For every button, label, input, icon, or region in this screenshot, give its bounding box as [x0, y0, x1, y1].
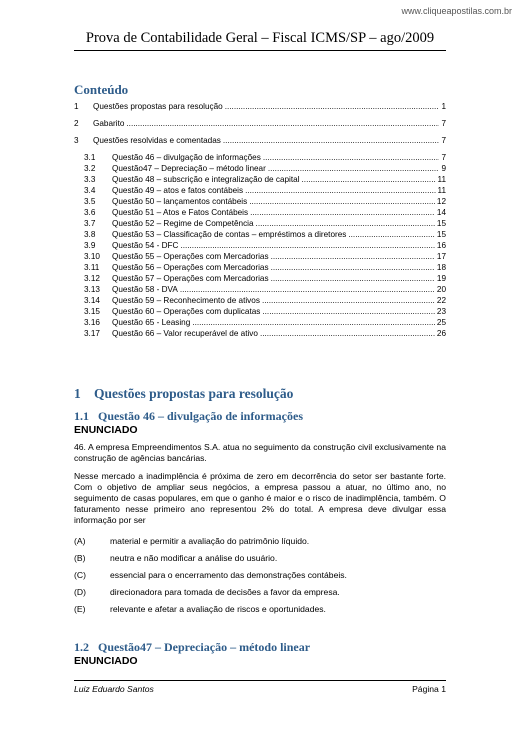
toc-entry-page: 19 — [436, 274, 446, 283]
toc-entry[interactable] — [74, 197, 446, 208]
toc-leader — [250, 208, 435, 217]
toc-leader — [271, 274, 435, 283]
toc-entry[interactable] — [74, 119, 446, 130]
toc-entry-page: 22 — [436, 296, 446, 305]
toc-entry-page: 23 — [436, 307, 446, 316]
subsection-title: Questão47 – Depreciação – método linear — [98, 640, 311, 654]
toc-entry[interactable] — [74, 153, 446, 164]
toc-entry[interactable] — [74, 274, 446, 285]
table-of-contents — [74, 102, 446, 340]
toc-entry-number: 2 — [74, 119, 79, 128]
toc-entry[interactable] — [74, 164, 446, 175]
toc-entry-page: 11 — [437, 175, 446, 184]
option-b — [74, 553, 277, 563]
toc-entry-page: 18 — [436, 263, 446, 272]
question-context: Nesse mercado a inadimplência é próxima de zero em decorrência do setor ser bastante forte. Com o objetivo de ampliar seus negócios, a empresa passou a atuar, no último ano, no seguimento de casas populares, em que o ganho é maior e o risco de inadimplência, também. O faturamento nesse primeiro ano representou 2% do total. A empresa deve divulgar essa informação por ser — [74, 471, 446, 525]
toc-entry-text: Questão 49 – atos e fatos contábeis — [112, 186, 244, 195]
option-c — [74, 570, 347, 580]
toc-leader — [262, 296, 435, 305]
toc-leader — [249, 197, 435, 206]
toc-leader — [263, 153, 440, 162]
option-label: (A) — [74, 536, 86, 546]
toc-leader — [348, 230, 435, 239]
toc-entry-text: Questão 56 – Operações com Mercadorias — [112, 263, 269, 272]
toc-entry-text: Questão47 – Depreciação – método linear — [112, 164, 266, 173]
toc-entry-text: Questão 51 – Atos e Fatos Contábeis — [112, 208, 249, 217]
toc-entry[interactable] — [74, 307, 446, 318]
option-text: relevante e afetar a avaliação de riscos e oportunidades. — [110, 604, 326, 614]
toc-entry-number: 3.8 — [84, 230, 96, 239]
section-number: 1 — [74, 386, 81, 401]
toc-entry-text: Questão 50 – lançamentos contábeis — [112, 197, 248, 206]
toc-entry-text: Questão 58 - DVA — [112, 285, 178, 294]
toc-entry-text: Questão 46 – divulgação de informações — [112, 153, 261, 162]
question-47-heading — [74, 640, 310, 655]
toc-entry[interactable] — [74, 285, 446, 296]
toc-leader — [302, 175, 436, 184]
option-text: direcionadora para tomada de decisões a favor da empresa. — [110, 587, 340, 597]
toc-leader — [192, 318, 435, 327]
toc-leader — [245, 186, 435, 195]
toc-entry[interactable] — [74, 208, 446, 219]
toc-leader — [223, 136, 440, 145]
subsection-number: 1.2 — [74, 640, 89, 654]
toc-entry[interactable] — [74, 175, 446, 186]
toc-entry-number: 3.2 — [84, 164, 96, 173]
toc-entry-text: Questão 52 – Regime de Competência — [112, 219, 254, 228]
option-d — [74, 587, 340, 597]
toc-leader — [268, 164, 440, 173]
toc-entry-text: Questão 59 – Reconhecimento de ativos — [112, 296, 260, 305]
section-title: Questões propostas para resolução — [94, 386, 294, 401]
toc-entry-number: 3.17 — [84, 329, 100, 338]
toc-entry-page: 14 — [436, 208, 446, 217]
toc-entry-text: Gabarito — [93, 119, 125, 128]
toc-entry[interactable] — [74, 186, 446, 197]
option-a — [74, 536, 309, 546]
toc-entry[interactable] — [74, 329, 446, 340]
option-label: (C) — [74, 570, 86, 580]
toc-entry-number: 3.3 — [84, 175, 96, 184]
toc-leader — [225, 102, 440, 111]
toc-entry[interactable] — [74, 136, 446, 147]
toc-entry-number: 3.11 — [84, 263, 100, 272]
toc-entry-page: 7 — [441, 153, 446, 162]
toc-entry-text: Questão 60 – Operações com duplicatas — [112, 307, 261, 316]
toc-leader — [260, 329, 435, 338]
toc-entry-text: Questão 57 – Operações com Mercadorias — [112, 274, 269, 283]
option-text: essencial para o encerramento das demonstrações contábeis. — [110, 570, 347, 580]
header-divider — [74, 50, 446, 51]
toc-entry-page: 26 — [436, 329, 446, 338]
toc-entry-text: Questão 54 - DFC — [112, 241, 179, 250]
toc-entry-page: 15 — [436, 219, 446, 228]
toc-entry[interactable] — [74, 102, 446, 113]
toc-entry-text: Questão 66 – Valor recuperável de ativo — [112, 329, 258, 338]
section-heading — [74, 386, 293, 402]
toc-entry-text: Questão 53 – Classificação de contas – empréstimos a diretores — [112, 230, 347, 239]
option-label: (B) — [74, 553, 86, 563]
toc-entry-number: 3 — [74, 136, 79, 145]
option-text: material e permitir a avaliação do patrimônio líquido. — [110, 536, 310, 546]
toc-entry-text: Questão 48 – subscrição e integralização de capital — [112, 175, 300, 184]
enunciado-label: ENUNCIADO — [74, 655, 138, 667]
toc-entry-number: 3.10 — [84, 252, 100, 261]
toc-entry-number: 3.16 — [84, 318, 100, 327]
toc-entry-number: 1 — [74, 102, 79, 111]
toc-leader — [262, 307, 435, 316]
option-label: (E) — [74, 604, 86, 614]
toc-leader — [180, 285, 435, 294]
toc-entry-page: 20 — [436, 285, 446, 294]
toc-entry-text: Questão 55 – Operações com Mercadorias — [112, 252, 269, 261]
toc-entry-number: 3.7 — [84, 219, 96, 228]
toc-entry-page: 12 — [436, 197, 446, 206]
toc-leader — [271, 252, 435, 261]
option-label: (D) — [74, 587, 86, 597]
question-46-heading — [74, 409, 303, 424]
toc-entry[interactable] — [74, 296, 446, 307]
toc-entry-text: Questões resolvidas e comentadas — [93, 136, 221, 145]
footer-divider — [74, 680, 446, 681]
toc-entry-number: 3.13 — [84, 285, 100, 294]
toc-leader — [256, 219, 435, 228]
toc-leader — [271, 263, 435, 272]
toc-entry-page: 1 — [441, 102, 446, 111]
question-text: 46. A empresa Empreendimentos S.A. atua no seguimento da construção civil exclusivamente na construção de agências bancárias. — [74, 442, 446, 463]
toc-entry[interactable] — [74, 263, 446, 274]
footer-author: Luiz Eduardo Santos — [74, 684, 154, 694]
toc-entry-number: 3.15 — [84, 307, 100, 316]
toc-entry-number: 3.1 — [84, 153, 96, 162]
toc-entry-page: 7 — [441, 136, 446, 145]
toc-entry-page: 16 — [436, 241, 446, 250]
toc-entry-text: Questão 65 - Leasing — [112, 318, 191, 327]
toc-entry-page: 9 — [441, 164, 446, 173]
footer-page-number: Página 1 — [412, 684, 446, 694]
toc-entry-text: Questões propostas para resolução — [93, 102, 223, 111]
watermark: www.cliqueapostilas.com.br — [401, 6, 512, 16]
document-header: Prova de Contabilidade Geral – Fiscal ICMS/SP – ago/2009 — [85, 30, 435, 46]
toc-entry[interactable] — [74, 230, 446, 241]
option-e — [74, 604, 326, 614]
subsection-title: Questão 46 – divulgação de informações — [98, 409, 303, 423]
toc-entry-number: 3.6 — [84, 208, 96, 217]
toc-title: Conteúdo — [74, 82, 129, 97]
toc-entry[interactable] — [74, 219, 446, 230]
toc-entry-number: 3.4 — [84, 186, 96, 195]
toc-entry-number: 3.14 — [84, 296, 100, 305]
toc-entry-page: 25 — [436, 318, 446, 327]
option-text: neutra e não modificar a análise do usuário. — [110, 553, 278, 563]
toc-entry[interactable] — [74, 252, 446, 263]
toc-entry-number: 3.9 — [84, 241, 96, 250]
toc-entry[interactable] — [74, 241, 446, 252]
toc-entry-page: 7 — [441, 119, 446, 128]
toc-entry-number: 3.12 — [84, 274, 100, 283]
toc-entry-page: 15 — [436, 230, 446, 239]
toc-entry[interactable] — [74, 318, 446, 329]
toc-entry-page: 11 — [437, 186, 446, 195]
enunciado-label: ENUNCIADO — [74, 424, 138, 436]
subsection-number: 1.1 — [74, 409, 89, 423]
toc-leader — [180, 241, 434, 250]
toc-leader — [126, 119, 439, 128]
toc-entry-number: 3.5 — [84, 197, 96, 206]
toc-entry-page: 17 — [436, 252, 446, 261]
